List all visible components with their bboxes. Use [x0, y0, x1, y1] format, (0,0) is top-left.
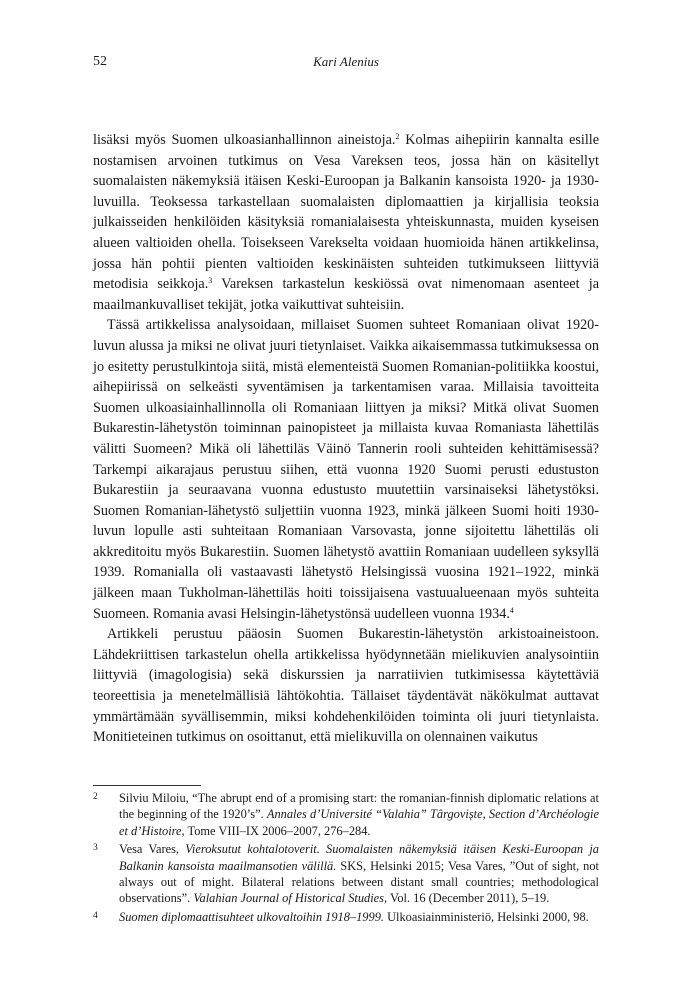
footnote-ref-2: 2 — [395, 132, 400, 141]
paragraph-3-text: Artikkeli perustuu pääosin Suomen Bukarestin-lähetystön arkistoaineistoon. Lähdekriittisen tarkastelun ohella artikkelissa hyödynnetään mielikuvien analysointiin liittyviä (imagologisia) sekä diskurssien ja narratiivien tutkimisessa käytettäviä teoreettisia ja menetelmällisiä lähtökohtia. Tällaiset täydentävät näkökulmat auttavat ymmärtämään syvällisemmin, miksi kohdehenkilöiden toiminta oli juuri tietynlaista. Monitieteinen tutkimus on osoittanut, että mielikuvilla on olennainen vaikutus — [93, 626, 599, 746]
footnote-journal-title: Valahian Journal of Historical Studies — [193, 891, 385, 906]
footnote-journal-title: Annales d’Université “Valahia” Târgoviște, Section d’Archéologie et d’Histoire — [119, 807, 599, 838]
footnote-number: 3 — [93, 843, 98, 854]
paragraph-3 — [93, 624, 599, 748]
page-header — [93, 54, 599, 74]
footnote-ref-4: 4 — [509, 605, 514, 615]
footnote-text: SKS, Helsinki 2015; Vesa Vares, ”Out of sight, not always out of might. Bilateral relations between distant small countries; methodological observations”. — [119, 858, 599, 906]
body-text — [93, 130, 599, 748]
paragraph-1-text-a: lisäksi myös Suomen ulkoasianhallinnon aineistoja. — [93, 132, 396, 148]
footnote-book-title: Vieroksutut kohtalotoverit. Suomalaisten näkemyksiä itäisen Keski-Euroopan ja Balkanin kansoista maailmansotien välillä. — [119, 842, 599, 873]
page-number: 52 — [93, 54, 107, 69]
footnote-text: , Tome VIII–IX 2006–2007, 276–284. — [181, 823, 371, 838]
footnote-ref-3: 3 — [208, 276, 213, 286]
footnote-2 — [93, 790, 599, 839]
paragraph-1-text-c: Vareksen tarkastelun keskiössä ovat nimenomaan asenteet ja maailmankuvalliset tekijät, jotka vaikuttivat suhteisiin. — [93, 276, 599, 313]
footnote-number: 2 — [93, 792, 98, 802]
footnote-4 — [93, 909, 599, 925]
footnote-separator — [93, 785, 201, 786]
footnote-book-title: Suomen diplomaattisuhteet ulkovaltoihin 1918–1999. — [119, 909, 384, 924]
footnote-text: Silviu Miloiu, “The abrupt end of a promising start: the romanian-finnish diplomatic relations at the beginning of the 1920’s”. — [119, 791, 599, 822]
paragraph-2 — [93, 315, 599, 624]
paragraph-2-text: Tässä artikkelissa analysoidaan, millaiset Suomen suhteet Romaniaan olivat 1920-luvun alussa ja miksi ne olivat juuri tietynlaiset. Vaikka aikaisemmassa tutkimuksessa on jo esitetty perustulkintoja siitä, mistä elementeistä Suomen Romanian-politiikka koostui, aihepiirissä on selkeästi syventämisen ja tarkentamisen varaa. Millaisia tavoitteita Suomen ulkoasiainhallinnolla oli Romaniaan liittyen ja miksi? Mitkä olivat Suomen Bukarestin-lähetystön toiminnan painopisteet ja millaista kuvaa Romaniasta lähettiläs välitti Suomeen? Mikä oli lähettiläs Väinö Tannerin rooli suhteiden kehittämisessä? Tarkempi aikarajaus perustuu siihen, että vuonna 1920 Suomi perusti edustuston Bukarestiin ja seuraavana vuonna edustusto muutettiin varsinaiseksi lähetystöksi. Suomen Romanian-lähetystö suljettiin vuonna 1923, minkä jälkeen Suomi hoiti 1930-luvun lopulle asti suhteitaan Romaniaan Varsovasta, jonne sijoitettu lähettiläs oli akkreditoitu myös Bukarestiin. Suomen lähetystö avattiin Romaniaan uudelleen syksyllä 1939. Romanialla oli vastaavasti lähetystö Helsingissä vuosina 1921–1922, minkä jälkeen maan Tukholman-lähettiläs hoiti toissijaisena vastuualueenaan myös suhteita Suomeen. Romania avasi Helsingin-lähetystönsä uudelleen vuonna 1934. — [93, 317, 599, 622]
footnote-text: Ulkoasiainministeriö, Helsinki 2000, 98. — [384, 909, 589, 924]
footnote-text: Vesa Vares, — [119, 842, 186, 857]
paragraph-1-text-b: Kolmas aihepiirin kannalta esille nostamisen arvoinen tutkimus on Vesa Vareksen teos, jossa hän on käsitellyt suomalaisten näkemyksiä itäisen Keski-Euroopan ja Balkanin kansoista 1920- ja 1930-luvuilla. Teoksessa tarkastellaan suomalaisten diplomaattien ja kirjallisia teoksia julkaisseiden henkilöiden käsityksiä romanialaisesta yhteiskunnasta, muiden kyseisen alueen valtioiden ohella. Toisekseen Varekselta voidaan huomioida hänen artikkelinsa, jossa hän pohtii pienten valtioiden keskinäisten suhteiden tutkimukseen liittyviä metodisia seikkoja. — [93, 132, 600, 293]
book-page — [93, 0, 599, 1002]
footnotes — [93, 790, 599, 927]
footnote-number: 4 — [93, 910, 98, 921]
footnote-3 — [93, 841, 599, 907]
paragraph-1 — [93, 130, 599, 315]
footnote-text: , Vol. 16 (December 2011), 5–19. — [384, 891, 550, 906]
running-head: Kari Alenius — [313, 54, 379, 69]
